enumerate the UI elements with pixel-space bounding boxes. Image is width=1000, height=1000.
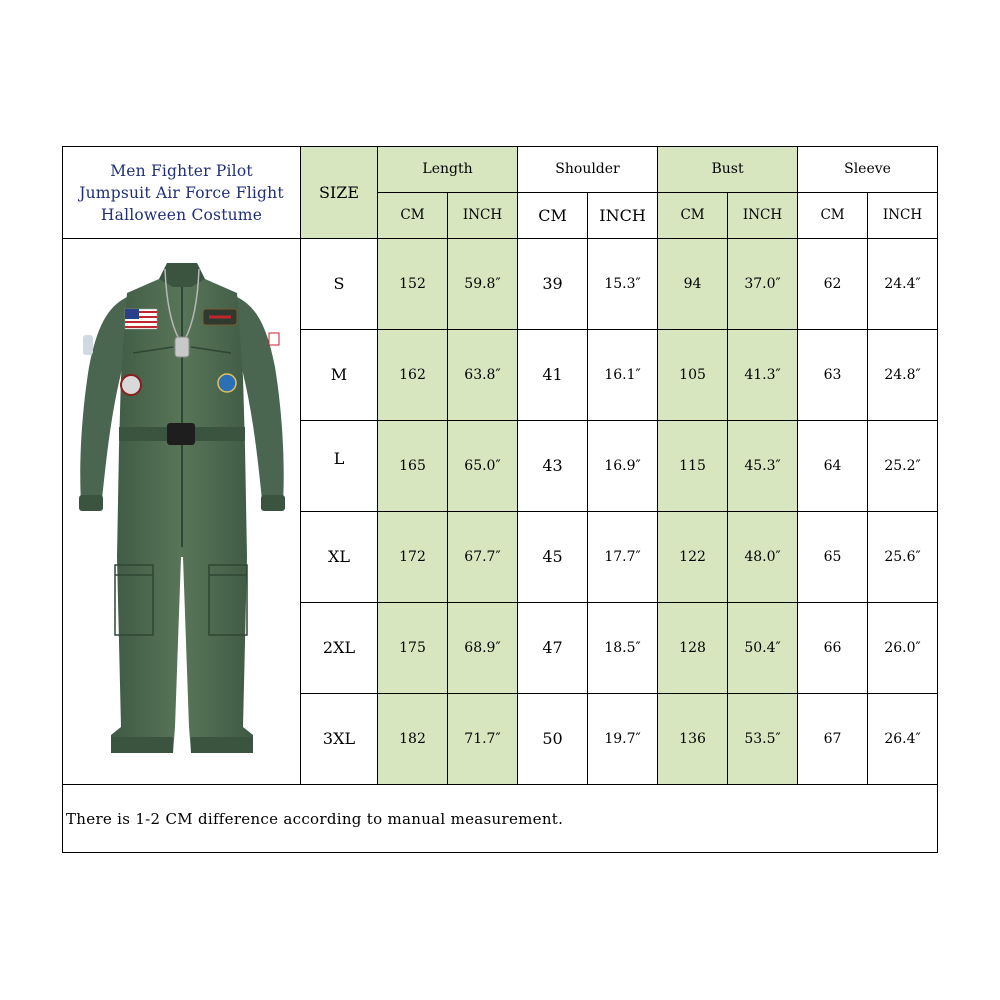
length-inch-cell: 67.7″ xyxy=(448,512,518,603)
sleeve-inch-cell: 24.8″ xyxy=(868,330,938,421)
sleeve-cm-cell: 63 xyxy=(798,330,868,421)
title-line-2: Jumpsuit Air Force Flight xyxy=(79,183,284,202)
sleeve-cm-cell: 66 xyxy=(798,603,868,694)
bust-cm-cell: 136 xyxy=(658,694,728,785)
shoulder-inch-cell: 18.5″ xyxy=(588,603,658,694)
size-cell: 2XL xyxy=(301,603,378,694)
shoulder-inch-cell: 15.3″ xyxy=(588,239,658,330)
length-inch-cell: 65.0″ xyxy=(448,421,518,512)
sleeve-inch-cell: 26.4″ xyxy=(868,694,938,785)
sleeve-cm-cell: 67 xyxy=(798,694,868,785)
unit-length-cm: CM xyxy=(378,193,448,239)
size-cell: 3XL xyxy=(301,694,378,785)
shoulder-inch-cell: 19.7″ xyxy=(588,694,658,785)
bust-inch-cell: 37.0″ xyxy=(728,239,798,330)
sleeve-inch-cell: 26.0″ xyxy=(868,603,938,694)
shoulder-cm-cell: 47 xyxy=(518,603,588,694)
bust-inch-cell: 45.3″ xyxy=(728,421,798,512)
bust-cm-cell: 115 xyxy=(658,421,728,512)
product-image xyxy=(63,239,301,785)
length-cm-cell: 165 xyxy=(378,421,448,512)
shoulder-cm-cell: 45 xyxy=(518,512,588,603)
group-header-shoulder: Shoulder xyxy=(518,147,658,193)
title-line-3: Halloween Costume xyxy=(100,205,263,224)
sleeve-cm-cell: 62 xyxy=(798,239,868,330)
size-chart-table xyxy=(62,146,938,853)
group-header-sleeve: Sleeve xyxy=(798,147,938,193)
unit-length-inch: INCH xyxy=(448,193,518,239)
length-inch-cell: 59.8″ xyxy=(448,239,518,330)
bust-cm-cell: 122 xyxy=(658,512,728,603)
sleeve-inch-cell: 25.6″ xyxy=(868,512,938,603)
group-header-bust: Bust xyxy=(658,147,798,193)
size-cell: XL xyxy=(301,512,378,603)
length-inch-cell: 71.7″ xyxy=(448,694,518,785)
size-cell: L xyxy=(301,421,378,512)
length-cm-cell: 152 xyxy=(378,239,448,330)
bust-inch-cell: 41.3″ xyxy=(728,330,798,421)
size-cell: S xyxy=(301,239,378,330)
bust-inch-cell: 50.4″ xyxy=(728,603,798,694)
shoulder-inch-cell: 17.7″ xyxy=(588,512,658,603)
length-cm-cell: 175 xyxy=(378,603,448,694)
length-cm-cell: 162 xyxy=(378,330,448,421)
bust-cm-cell: 105 xyxy=(658,330,728,421)
shoulder-cm-cell: 41 xyxy=(518,330,588,421)
shoulder-inch-cell: 16.1″ xyxy=(588,330,658,421)
unit-sleeve-cm: CM xyxy=(798,193,868,239)
bust-cm-cell: 128 xyxy=(658,603,728,694)
title-line-1: Men Fighter Pilot xyxy=(110,161,253,180)
length-inch-cell: 68.9″ xyxy=(448,603,518,694)
group-header-length: Length xyxy=(378,147,518,193)
sleeve-cm-cell: 65 xyxy=(798,512,868,603)
length-cm-cell: 172 xyxy=(378,512,448,603)
shoulder-inch-cell: 16.9″ xyxy=(588,421,658,512)
shoulder-cm-cell: 39 xyxy=(518,239,588,330)
product-title xyxy=(63,147,301,239)
unit-shoulder-cm: CM xyxy=(518,193,588,239)
length-cm-cell: 182 xyxy=(378,694,448,785)
shoulder-cm-cell: 43 xyxy=(518,421,588,512)
shoulder-cm-cell: 50 xyxy=(518,694,588,785)
bust-inch-cell: 53.5″ xyxy=(728,694,798,785)
unit-shoulder-inch: INCH xyxy=(588,193,658,239)
unit-bust-cm: CM xyxy=(658,193,728,239)
size-header: SIZE xyxy=(301,147,378,239)
unit-bust-inch: INCH xyxy=(728,193,798,239)
sleeve-inch-cell: 24.4″ xyxy=(868,239,938,330)
table-row xyxy=(63,239,938,330)
sleeve-inch-cell: 25.2″ xyxy=(868,421,938,512)
bust-cm-cell: 94 xyxy=(658,239,728,330)
sleeve-cm-cell: 64 xyxy=(798,421,868,512)
unit-sleeve-inch: INCH xyxy=(868,193,938,239)
measurement-note: There is 1-2 CM difference according to manual measurement. xyxy=(63,785,938,853)
length-inch-cell: 63.8″ xyxy=(448,330,518,421)
bust-inch-cell: 48.0″ xyxy=(728,512,798,603)
size-cell: M xyxy=(301,330,378,421)
jumpsuit-illustration xyxy=(67,257,297,767)
